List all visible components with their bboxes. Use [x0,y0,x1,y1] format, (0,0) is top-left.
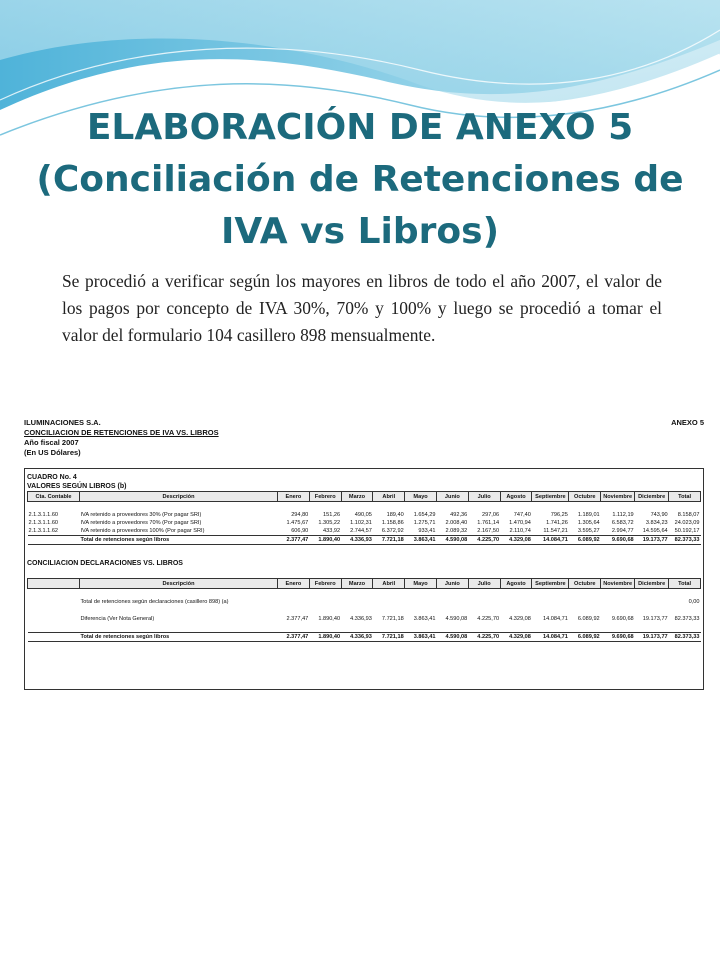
column-header: Descripción [80,492,278,502]
intro-paragraph: Se procedió a verificar según los mayores en libros de todo el año 2007, el valor de los pagos por concepto de IVA 30%, 70% y 100% y luego se procedió a tomar el valor del formulario 104 casillero 898 mensualmente. [62,271,662,345]
amount-cell: 2.089,32 [445,528,468,534]
column-header: Mayo [405,579,437,589]
account-cell: 2.1.3.1.1.60 [28,512,59,518]
amount-cell: 1.470,94 [509,520,531,526]
column-header: Abril [373,492,405,502]
amount-cell: 492,36 [450,512,468,518]
amount-cell: 796,25 [550,512,568,518]
description-cell: IVA retenido a proveedores 30% (Por pagar SRI) [80,512,202,518]
amount-cell: 6.089,92 [569,633,601,642]
amount-cell: 7.721,18 [373,536,405,545]
account-cell [28,615,80,623]
amount-cell: 4.336,93 [350,616,372,622]
column-header: Marzo [341,579,373,589]
table-row [28,598,701,606]
spacer-cell [28,589,701,599]
column-header: Agosto [500,579,532,589]
amount-cell: 189,40 [386,512,404,518]
table-header-row [28,492,701,502]
amount-cell: 14.084,71 [542,616,568,622]
amount-cell: 6.089,92 [577,616,600,622]
account-cell [28,598,80,606]
table-row [28,615,701,623]
amount-cell: 1.158,86 [381,520,404,526]
amount-cell [569,598,601,606]
amount-cell: 9.690,68 [611,616,634,622]
amount-cell: 4.590,08 [445,616,468,622]
column-header: Febrero [309,579,341,589]
description-cell: Total de retenciones según libros [80,633,278,642]
slide-title-line-1: ELABORACIÓN DE ANEXO 5 [86,107,634,148]
amount-cell: 1.189,01 [577,512,600,518]
spacer-row [28,623,701,633]
slide-title-line-3: IVA vs Libros) [220,211,500,252]
account-cell: 2.1.3.1.1.62 [28,528,59,534]
amount-cell: 82.373,33 [674,616,700,622]
amount-cell [341,598,373,606]
amount-cell: 14.084,71 [532,633,569,642]
account-cell [28,536,80,545]
annex-label: ANEXO 5 [671,418,704,427]
column-header: Octubre [569,492,601,502]
column-header: Mayo [405,492,437,502]
amount-cell: 19.173,77 [635,536,669,545]
amount-cell: 3.863,41 [405,536,437,545]
description-cell: Total de retenciones según libros [80,536,278,545]
column-header [28,579,80,589]
amount-cell: 4.590,08 [436,633,468,642]
amount-cell: 14.084,71 [532,536,569,545]
reconciliation-table [27,578,701,642]
company-name: ILUMINACIONES S.A. [24,418,101,427]
column-header: Marzo [341,492,373,502]
spacer-cell [28,606,701,615]
amount-cell: 2.167,50 [477,528,500,534]
amount-cell: 6.583,72 [611,520,634,526]
amount-cell [436,598,468,606]
amount-cell: 743,90 [650,512,668,518]
column-header: Enero [278,492,310,502]
column-header: Cta. Contable [28,492,80,502]
column-header: Junio [436,492,468,502]
amount-cell: 606,90 [291,528,309,534]
amount-cell: 6.372,92 [381,528,404,534]
total-row [28,536,701,545]
amount-cell: 297,06 [481,512,500,518]
column-header: Julio [468,579,500,589]
fiscal-year: Año fiscal 2007 [24,438,79,447]
column-header: Descripción [80,579,278,589]
amount-cell: 1.890,40 [309,633,341,642]
amount-cell: 1.305,22 [318,520,341,526]
amount-cell: 6.089,92 [569,536,601,545]
spacer-row [28,606,701,615]
amount-cell: 1.305,64 [577,520,600,526]
table-row [28,519,701,527]
amount-cell: 933,41 [418,528,436,534]
amount-cell: 9.690,68 [601,536,635,545]
amount-cell: 82.373,33 [669,633,701,642]
column-header: Septiembre [532,579,569,589]
total-row [28,633,701,642]
amount-cell: 19.173,77 [642,616,668,622]
amount-cell: 1.890,40 [309,536,341,545]
amount-cell: 1.890,40 [318,616,341,622]
amount-cell: 2.377,47 [286,616,309,622]
table-header-row [28,579,701,589]
amount-cell: 2.008,40 [445,520,468,526]
description-cell: IVA retenido a proveedores 100% (Por pagar SRI) [80,528,205,534]
slide-title-line-2: (Conciliación de Retenciones de [36,159,684,200]
amount-cell: 0,00 [688,599,700,605]
column-header: Total [669,579,701,589]
description-cell: Diferencia (Ver Nota General) [80,616,155,622]
amount-cell: 82.373,33 [669,536,701,545]
amount-cell: 14.595,64 [642,528,668,534]
spacer-row [28,589,701,599]
section1-subtitle: VALORES SEGÚN LIBROS (b) [27,483,127,490]
amount-cell [532,598,569,606]
amount-cell: 4.225,70 [468,633,500,642]
column-header: Enero [278,579,310,589]
amount-cell: 4.336,93 [341,633,373,642]
amount-cell: 4.590,08 [436,536,468,545]
amount-cell: 1.102,31 [350,520,372,526]
amount-cell: 3.834,23 [645,520,668,526]
description-cell: Total de retenciones según declaraciones (casillero 898) (a) [80,599,229,605]
table-row [28,527,701,536]
amount-cell: 1.112,19 [612,512,634,518]
slide-title [20,102,700,258]
amount-cell: 747,40 [513,512,531,518]
amount-cell: 50.192,17 [674,528,700,534]
amount-cell: 1.761,14 [477,520,500,526]
currency-note: (En US Dólares) [24,448,81,457]
section1-title: CUADRO No. 4 [27,474,77,481]
amount-cell: 4.225,70 [477,616,500,622]
amount-cell: 490,05 [354,512,372,518]
amount-cell: 4.329,08 [509,616,531,622]
amount-cell: 4.225,70 [468,536,500,545]
column-header: Julio [468,492,500,502]
spacer-row [28,502,701,512]
column-header: Febrero [309,492,341,502]
description-cell: IVA retenido a proveedores 70% (Por pagar SRI) [80,520,202,526]
amount-cell: 11.547,21 [543,528,568,534]
column-header: Abril [373,579,405,589]
amount-cell: 3.863,41 [405,633,437,642]
amount-cell: 151,26 [322,512,341,518]
column-header: Noviembre [601,492,635,502]
column-header: Octubre [569,579,601,589]
column-header: Total [669,492,701,502]
amount-cell: 24.023,09 [674,520,700,526]
amount-cell: 4.336,93 [341,536,373,545]
amount-cell [405,598,437,606]
amount-cell: 4.329,08 [500,633,532,642]
amount-cell: 3.863,41 [413,616,436,622]
amount-cell: 2.110,74 [509,528,531,534]
books-table [27,491,701,545]
spacer-cell [28,502,701,512]
amount-cell: 19.173,77 [635,633,669,642]
amount-cell: 9.690,68 [601,633,635,642]
amount-cell: 2.994,77 [611,528,634,534]
amount-cell: 7.721,18 [381,616,404,622]
column-header: Diciembre [635,579,669,589]
amount-cell: 7.721,18 [373,633,405,642]
section2-title: CONCILIACION DECLARACIONES VS. LIBROS [27,560,183,567]
amount-cell: 1.475,67 [286,520,309,526]
amount-cell: 1.654,29 [413,512,436,518]
table-row [28,511,701,519]
amount-cell [635,598,669,606]
amount-cell: 433,92 [322,528,341,534]
document-header [24,418,704,428]
account-cell [28,633,80,642]
amount-cell: 4.329,08 [500,536,532,545]
column-header: Septiembre [532,492,569,502]
amount-cell: 1.275,71 [413,520,436,526]
amount-cell [500,598,532,606]
amount-cell [601,598,635,606]
amount-cell: 3.595,27 [577,528,600,534]
amount-cell: 8.158,07 [677,512,700,518]
amount-cell: 2.377,47 [278,633,310,642]
amount-cell [373,598,405,606]
column-header: Junio [436,579,468,589]
annex-document [24,418,704,690]
spacer-cell [28,623,701,633]
amount-cell [468,598,500,606]
annex-box [24,468,704,690]
document-subtitle: CONCILIACION DE RETENCIONES DE IVA VS. LIBROS [24,428,219,437]
column-header: Noviembre [601,579,635,589]
amount-cell: 2.744,57 [350,528,372,534]
amount-cell: 2.377,47 [278,536,310,545]
account-cell: 2.1.3.1.1.60 [28,520,59,526]
amount-cell: 294,80 [291,512,309,518]
column-header: Agosto [500,492,532,502]
amount-cell [278,598,310,606]
amount-cell: 1.741,26 [546,520,568,526]
column-header: Diciembre [635,492,669,502]
amount-cell [309,598,341,606]
